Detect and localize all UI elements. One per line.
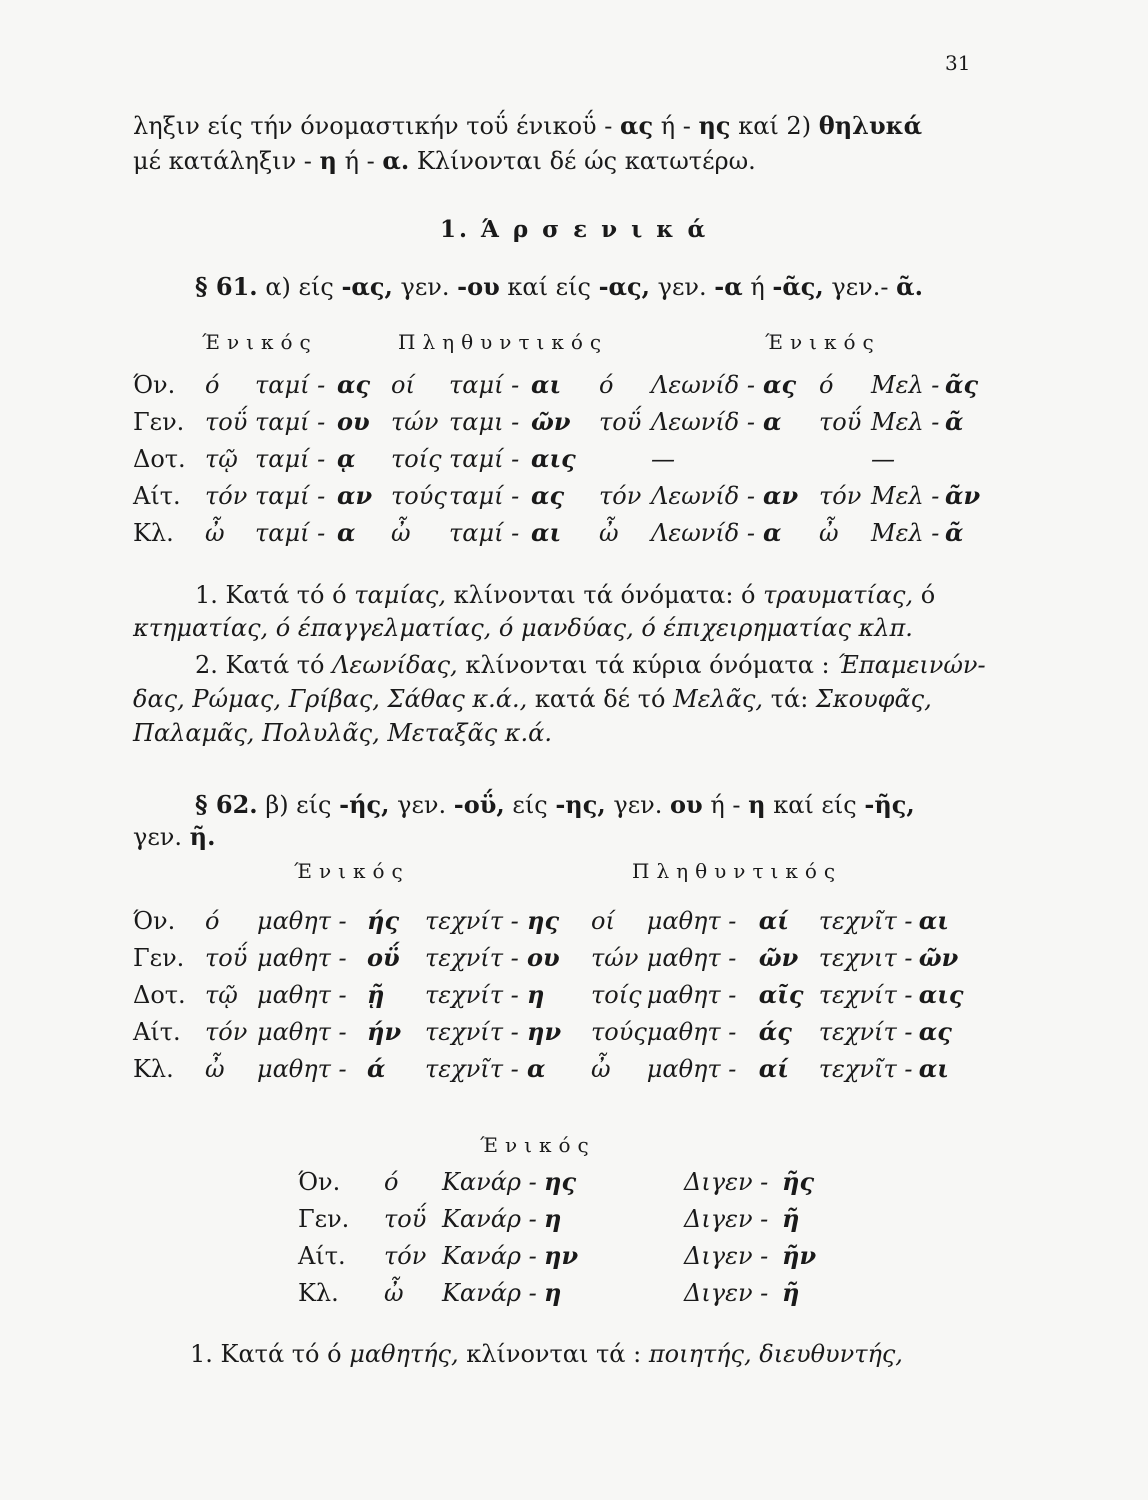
ending: ην — [527, 1017, 562, 1046]
case-label: Αίτ. — [133, 1017, 181, 1046]
text: γεν. — [613, 791, 663, 819]
word: μαθητής, — [349, 1340, 459, 1368]
ending: -ης, — [555, 790, 606, 819]
stem: ταμί - — [255, 481, 326, 510]
text: καί 2) — [738, 112, 812, 140]
ending: ῆ. — [189, 822, 216, 851]
table2-header-singular: Ένικός — [294, 859, 410, 883]
ending: -ής, — [339, 790, 390, 819]
article — [819, 440, 871, 477]
text: 1. Κατά τό ό — [190, 1340, 342, 1368]
section-62-line-1 — [195, 790, 915, 820]
article: τόν — [819, 481, 862, 510]
text: Κλίνονται δέ ώς κατωτέρω. — [416, 147, 756, 175]
article: ὦ — [819, 518, 839, 547]
article: τοΰ — [205, 943, 248, 972]
declension-row — [133, 366, 985, 403]
ending: ᾶ — [945, 407, 964, 436]
table1-header-singular-2: Ένικός — [765, 330, 881, 354]
article: ὦ — [205, 1054, 225, 1083]
section-number: § 62. — [195, 790, 258, 819]
declension-row — [133, 1050, 979, 1087]
table2-header-plural: Πληθυντικός — [632, 859, 843, 883]
article: τοΰ — [205, 407, 248, 436]
ending: α. — [382, 146, 410, 175]
text: τά: — [770, 685, 809, 713]
note-1-line-2: κτηματίας, ό έπαγγελματίας, ό μανδύας, ό έπιχειρηματίας κλπ. — [133, 614, 913, 642]
declension-row — [298, 1237, 832, 1274]
ending: α — [527, 1054, 546, 1083]
ending — [945, 440, 985, 477]
text: καί είς — [507, 273, 591, 301]
stem: μαθητ - — [646, 943, 737, 972]
ending: ην — [544, 1241, 579, 1270]
article: ὦ — [599, 518, 619, 547]
text: καί είς — [773, 791, 857, 819]
ending: -ας, — [598, 272, 650, 301]
note-2-line-2 — [133, 684, 932, 714]
ending: α — [337, 518, 356, 547]
ending — [763, 440, 819, 477]
stem: ταμί - — [449, 481, 520, 510]
case-label: Κλ. — [133, 518, 174, 547]
text: κατά δέ τό — [534, 685, 666, 713]
intro-line-2 — [133, 146, 756, 176]
word: Σκουφᾶς, — [815, 685, 932, 713]
article: τών — [391, 407, 439, 436]
declension-row — [133, 477, 985, 514]
article: τόν — [205, 1017, 248, 1046]
stem: τεχνιτ - — [818, 943, 913, 972]
stem: μαθητ - — [257, 1017, 347, 1046]
declension-row — [133, 902, 979, 939]
ending: η — [748, 790, 766, 819]
article: ό — [599, 370, 614, 399]
declension-row — [298, 1200, 832, 1237]
article: ὦ — [384, 1278, 404, 1307]
declension-row — [133, 976, 979, 1013]
declension-row — [133, 440, 985, 477]
ending: ας — [763, 370, 797, 399]
section-62-line-2 — [133, 822, 215, 852]
note-1-line-1 — [195, 580, 935, 610]
article: τών — [591, 943, 639, 972]
table1-header-plural: Πληθυντικός — [398, 330, 609, 354]
stem: Λεωνίδ - — [651, 407, 755, 436]
case-label: Κλ. — [298, 1278, 339, 1307]
case-label: Γεν. — [133, 407, 185, 436]
ending: ῶν — [758, 943, 799, 972]
ending: ᾶς — [945, 370, 979, 399]
word: διευθυντής, — [759, 1340, 903, 1368]
ending: ης — [544, 1167, 577, 1196]
word: ταμίας, — [354, 581, 447, 609]
ending: η — [319, 146, 337, 175]
declension-table-1 — [133, 366, 985, 551]
stem: μαθητ - — [257, 980, 347, 1009]
stem: τεχνῖτ - — [818, 906, 913, 935]
text: γεν.- — [831, 273, 889, 301]
text: ό — [920, 581, 936, 609]
article: τοίς — [391, 444, 442, 473]
stem: Μελ - — [871, 407, 940, 436]
text: γεν. — [397, 791, 447, 819]
article: τούς — [391, 481, 447, 510]
word: Έπαμεινών- — [837, 651, 986, 679]
article: ὦ — [591, 1054, 611, 1083]
stem: ταμί - — [449, 518, 520, 547]
ending: ου — [670, 790, 703, 819]
ending: α — [763, 407, 782, 436]
declension-row — [298, 1274, 832, 1311]
stem: Λεωνίδ - — [651, 518, 755, 547]
text: ή — [750, 273, 765, 301]
ending: ης — [698, 111, 731, 140]
ending: -ῆς, — [864, 790, 915, 819]
article: τῷ — [205, 444, 238, 473]
article: ό — [205, 906, 220, 935]
article: ὦ — [391, 518, 411, 547]
stem: ταμί - — [449, 370, 520, 399]
ending: αι — [531, 518, 562, 547]
text: ή - — [660, 112, 691, 140]
ending: ῆν — [782, 1241, 817, 1270]
ending: ᾶ. — [896, 272, 923, 301]
article: τοΰ — [599, 407, 642, 436]
stem: ταμί - — [449, 444, 520, 473]
stem: Μελ - — [871, 370, 940, 399]
article: τόν — [205, 481, 248, 510]
ending: η — [544, 1278, 562, 1307]
stem: — — [871, 444, 895, 473]
ending: αι — [918, 906, 949, 935]
text: α) είς — [265, 273, 334, 301]
article: τοΰ — [384, 1204, 427, 1233]
ending: αν — [337, 481, 373, 510]
ending: ας — [918, 1017, 952, 1046]
stem: μαθητ - — [646, 980, 737, 1009]
ending: ας — [531, 481, 565, 510]
article: ὦ — [205, 518, 225, 547]
declension-table-2 — [133, 902, 979, 1087]
stem: τεχνίτ - — [425, 980, 519, 1009]
stem: Διγεν - — [684, 1278, 769, 1307]
ending: α — [763, 518, 782, 547]
declension-row — [133, 1013, 979, 1050]
word: τραυματίας, — [763, 581, 914, 609]
stem: Μελ - — [871, 518, 940, 547]
ending: ῆς — [782, 1167, 815, 1196]
ending: ης — [527, 906, 560, 935]
text: κλίνονται τά όνόματα: ό — [453, 581, 756, 609]
ending: -α — [714, 272, 743, 301]
case-label: Κλ. — [133, 1054, 174, 1083]
declension-row — [298, 1163, 832, 1200]
ending: ῇ — [367, 980, 385, 1009]
stem: τεχνίτ - — [425, 906, 519, 935]
stem: Διγεν - — [684, 1167, 769, 1196]
case-label: Αίτ. — [298, 1241, 346, 1270]
stem: — — [651, 444, 675, 473]
text: κλίνονται τά : — [466, 1340, 642, 1368]
article: ό — [819, 370, 834, 399]
case-label: Γεν. — [133, 943, 185, 972]
stem: Κανάρ - — [442, 1167, 537, 1196]
stem: Κανάρ - — [442, 1278, 537, 1307]
section-61 — [195, 272, 923, 302]
ending: οΰ — [367, 943, 400, 972]
article: τῷ — [205, 980, 238, 1009]
ending: ας — [619, 111, 654, 140]
stem: μαθητ - — [646, 1054, 737, 1083]
text: γεν. — [133, 823, 182, 851]
stem: ταμί - — [255, 518, 326, 547]
ending: αί — [758, 906, 789, 935]
ending: ῆ — [782, 1278, 800, 1307]
declension-row — [133, 514, 985, 551]
text: 1. Κατά τό ό — [195, 581, 347, 609]
article: τόν — [599, 481, 642, 510]
article: τοίς — [591, 980, 642, 1009]
case-label: Όν. — [298, 1167, 341, 1196]
word: Λεωνίδας, — [332, 651, 458, 679]
case-label: Δοτ. — [133, 444, 186, 473]
note-2-line-3: Παλαμᾶς, Πολυλᾶς, Μεταξᾶς κ.ά. — [133, 719, 552, 747]
article — [599, 440, 651, 477]
ending: ᾳ — [337, 444, 356, 473]
stem: τεχνίτ - — [425, 1017, 519, 1046]
text: γεν. — [657, 273, 707, 301]
ending: -ᾶς, — [772, 272, 824, 301]
stem: τεχνίτ - — [818, 1017, 913, 1046]
text: είς — [512, 791, 548, 819]
stem: τεχνῖτ - — [425, 1054, 519, 1083]
ending: αν — [763, 481, 799, 510]
term: θηλυκά — [818, 111, 923, 140]
word-list: δας, Ρώμας, Γρίβας, Σάθας κ.ά., — [133, 685, 528, 713]
article: ό — [205, 370, 220, 399]
stem: τεχνίτ - — [425, 943, 519, 972]
ending: ου — [527, 943, 560, 972]
stem: τεχνίτ - — [818, 980, 913, 1009]
text: κλίνονται τά κύρια όνόματα : — [465, 651, 830, 679]
stem: τεχνῖτ - — [818, 1054, 913, 1083]
stem: Μελ - — [871, 481, 940, 510]
ending: η — [527, 980, 545, 1009]
ending: ῶν — [531, 407, 571, 436]
stem: Κανάρ - — [442, 1241, 537, 1270]
text: γεν. — [400, 273, 450, 301]
ending: αί — [758, 1054, 789, 1083]
case-label: Όν. — [133, 906, 176, 935]
ending: αῖς — [758, 980, 804, 1009]
ending: ᾶν — [945, 481, 981, 510]
text: ληξιν είς τήν όνομαστικήν τοΰ ένικοΰ - — [133, 112, 613, 140]
article: τόν — [384, 1241, 427, 1270]
ending: -ας, — [341, 272, 393, 301]
ending: αι — [531, 370, 562, 399]
final-line — [190, 1339, 903, 1369]
text: ή - — [710, 791, 741, 819]
intro-line-1 — [133, 111, 922, 141]
text: μέ κατάληξιν - — [133, 147, 312, 175]
stem: Διγεν - — [684, 1204, 769, 1233]
ending: αι — [918, 1054, 949, 1083]
declension-row — [133, 403, 985, 440]
ending: ῆ — [782, 1204, 800, 1233]
ending: άς — [758, 1017, 792, 1046]
ending: ήν — [367, 1017, 402, 1046]
ending: ῶν — [918, 943, 959, 972]
stem: ταμι - — [449, 407, 520, 436]
ending: αις — [531, 444, 576, 473]
stem: μαθητ - — [646, 906, 737, 935]
case-label: Δοτ. — [133, 980, 186, 1009]
table1-header-singular: Ένικός — [202, 330, 318, 354]
word: ποιητής, — [648, 1340, 752, 1368]
article: τοΰ — [819, 407, 862, 436]
note-2-line-1 — [195, 650, 986, 680]
ending: ας — [337, 370, 371, 399]
ending: -ου — [457, 272, 500, 301]
stem: ταμί - — [255, 407, 326, 436]
section-number: § 61. — [195, 272, 258, 301]
stem: μαθητ - — [257, 943, 347, 972]
case-label: Αίτ. — [133, 481, 181, 510]
ending: ου — [337, 407, 370, 436]
heading-arsenika: 1. Ά ρ σ ε ν ι κ ά — [440, 216, 709, 243]
text: ή - — [344, 147, 375, 175]
text: 2. Κατά τό — [195, 651, 325, 679]
ending: -οΰ, — [453, 790, 505, 819]
article: ό — [384, 1167, 399, 1196]
stem: ταμί - — [255, 444, 326, 473]
stem: μαθητ - — [646, 1017, 737, 1046]
stem: ταμί - — [255, 370, 326, 399]
declension-row — [133, 939, 979, 976]
ending: ᾶ — [945, 518, 964, 547]
article: οί — [391, 370, 415, 399]
ending: ά — [367, 1054, 386, 1083]
stem: μαθητ - — [257, 1054, 347, 1083]
page-number: 31 — [945, 51, 971, 75]
declension-table-3 — [298, 1163, 832, 1311]
stem: μαθητ - — [257, 906, 347, 935]
article: τούς — [591, 1017, 647, 1046]
case-label: Όν. — [133, 370, 176, 399]
stem: Κανάρ - — [442, 1204, 537, 1233]
ending: αις — [918, 980, 964, 1009]
stem: Διγεν - — [684, 1241, 769, 1270]
ending: η — [544, 1204, 562, 1233]
case-label: Γεν. — [298, 1204, 350, 1233]
stem: Λεωνίδ - — [651, 370, 755, 399]
stem: Λεωνίδ - — [651, 481, 755, 510]
article: οί — [591, 906, 615, 935]
ending: ής — [367, 906, 400, 935]
text: β) είς — [265, 791, 332, 819]
word: Μελᾶς, — [673, 685, 764, 713]
table3-header-singular: Ένικός — [480, 1133, 596, 1157]
